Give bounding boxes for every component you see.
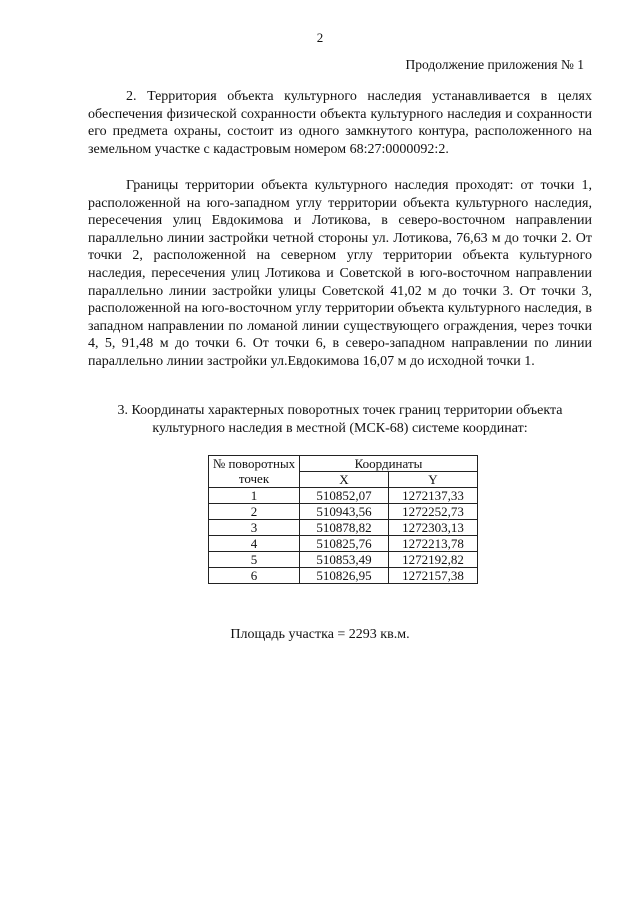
cell-point: 6 [209,568,300,584]
header-point-number: № поворотных точек [209,456,300,488]
table-row [209,552,478,568]
cell-point: 2 [209,504,300,520]
cell-point: 3 [209,520,300,536]
cell-point: 4 [209,536,300,552]
section-3-heading: 3. Координаты характерных поворотных точек границ территории объекта культурного наследия в местной (МСК-68) системе координат: [117,403,563,436]
header-y: Y [389,472,478,488]
cell-x: 510878,82 [300,520,389,536]
area-text: Площадь участка = 2293 кв.м. [230,627,410,642]
cell-x: 510853,49 [300,552,389,568]
table-row [209,504,478,520]
table-row [209,568,478,584]
cell-x: 510826,95 [300,568,389,584]
table-row [209,536,478,552]
cell-x: 510852,07 [300,488,389,504]
cell-y: 1272157,38 [389,568,478,584]
cell-x: 510943,56 [300,504,389,520]
cell-y: 1272303,13 [389,520,478,536]
paragraph-territory: 2. Территория объекта культурного наследия устанавливается в целях обеспечения физической сохранности объекта культурного наследия и сохранности его предмета охраны, состоит из одного замкнутого контура, расположенного на земельном участке с кадастровым номером 68:27:0000092:2. [88,89,592,157]
cell-point: 5 [209,552,300,568]
cell-point: 1 [209,488,300,504]
table-row [209,520,478,536]
cell-y: 1272213,78 [389,536,478,552]
table-row [209,488,478,504]
page-number: 2 [316,30,324,45]
cell-x: 510825,76 [300,536,389,552]
header-coordinates: Координаты [300,456,478,472]
continuation-label: Продолжение приложения № 1 [405,57,584,72]
coordinates-table [208,455,478,584]
cell-y: 1272192,82 [389,552,478,568]
paragraph-boundaries: Границы территории объекта культурного наследия проходят: от точки 1, расположенной на юго-западном углу территории объекта культурного наследия, пересечения улиц Евдокимова и Лотикова, в северо-восточном направлении параллельно линии застройки четной стороны ул. Лотикова, 76,63 м до точки 2. От точки 2, расположенной на северном углу территории объекта культурного наследия, пересечения улиц Лотикова и Советской в юго-восточном направлении параллельно линии застройки улицы Советской 41,02 м до точки 3. От точки 3, расположенной на юго-восточном углу территории объекта культурного наследия, в западном направлении по ломаной линии существующего ограждения, через точки 4, 5, 91,48 м до точки 6. От точки 6, в северо-западном направлении по линии параллельно линии застройки ул.Евдокимова 16,07 м до исходной точки 1. [88,178,592,369]
header-x: X [300,472,389,488]
cell-y: 1272137,33 [389,488,478,504]
cell-y: 1272252,73 [389,504,478,520]
